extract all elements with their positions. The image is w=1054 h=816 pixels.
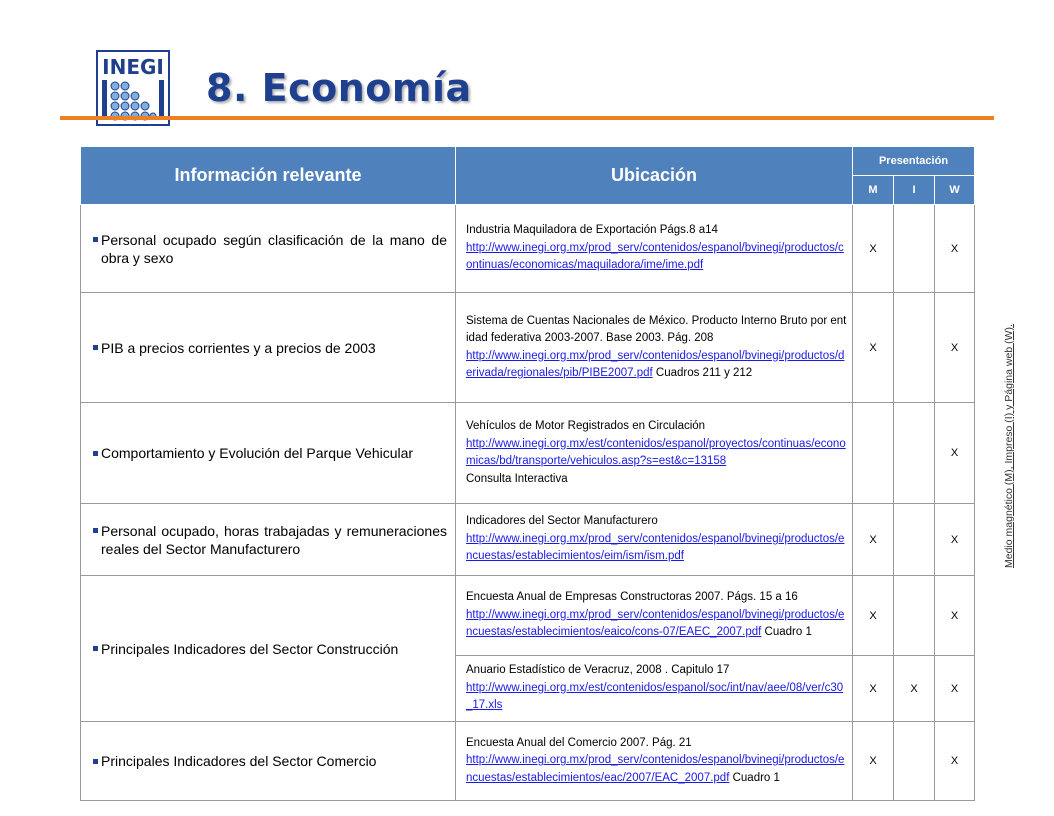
- mark-m: X: [853, 722, 894, 801]
- info-cell: Personal ocupado, horas trabajadas y remuneraciones reales del Sector Manufacturero: [81, 504, 456, 576]
- mark-m: [853, 403, 894, 504]
- location-cell: Encuesta Anual del Comercio 2007. Pág. 21 http://www.inegi.org.mx/prod_serv/contenidos/espanol/bvinegi/productos/encuestas/establecimientos/eac/2007/EAC_2007.pdf Cuadro 1: [456, 722, 853, 801]
- table-row: [81, 576, 975, 656]
- mark-i: [894, 504, 935, 576]
- header-presentation: Presentación: [853, 147, 975, 176]
- table-row: [81, 293, 975, 403]
- location-cell: Encuesta Anual de Empresas Constructoras 2007. Págs. 15 a 16 http://www.inegi.org.mx/prod_serv/contenidos/espanol/bvinegi/productos/encuestas/establecimientos/eaico/cons-07/EAEC_2007.pdf Cuadro 1: [456, 576, 853, 656]
- source-link[interactable]: http://www.inegi.org.mx/est/contenidos/espanol/soc/int/nav/aee/08/ver/c30_17.xls: [466, 681, 844, 712]
- location-cell: Sistema de Cuentas Nacionales de México. Producto Interno Bruto por entidad federativa 2003-2007. Base 2003. Pág. 208 http://www.inegi.org.mx/prod_serv/contenidos/espanol/bvinegi/productos/derivada/regionales/pib/PIBE2007.pdf Cuadros 211 y 212: [456, 293, 853, 403]
- mark-i: [894, 722, 935, 801]
- mark-m: X: [853, 576, 894, 656]
- mark-w: X: [935, 205, 975, 293]
- source-link[interactable]: http://www.inegi.org.mx/prod_serv/contenidos/espanol/bvinegi/productos/encuestas/establecimientos/eac/2007/EAC_2007.pdf: [466, 754, 845, 784]
- source-link[interactable]: http://www.inegi.org.mx/prod_serv/contenidos/espanol/bvinegi/productos/encuestas/establecimientos/eaico/cons-07/EAEC_2007.pdf: [466, 608, 845, 639]
- bullet-icon: [93, 237, 98, 242]
- mark-w: X: [935, 722, 975, 801]
- mark-m: X: [853, 504, 894, 576]
- location-cell: Indicadores del Sector Manufacturero http://www.inegi.org.mx/prod_serv/contenidos/espanol/bvinegi/productos/encuestas/establecimientos/eim/ism/ism.pdf: [456, 504, 853, 576]
- header-info: Información relevante: [81, 147, 456, 205]
- location-cell: Vehículos de Motor Registrados en Circulación http://www.inegi.org.mx/est/contenidos/espanol/proyectos/continuas/economicas/bd/transporte/vehiculos.asp?s=est&c=13158 Consulta Interactiva: [456, 403, 853, 504]
- bullet-icon: [93, 451, 98, 456]
- page-title: 8. Economía: [206, 66, 472, 110]
- table-row: [81, 205, 975, 293]
- mark-i: X: [894, 656, 935, 722]
- mark-w: X: [935, 504, 975, 576]
- mark-m: X: [853, 293, 894, 403]
- table-row: [81, 504, 975, 576]
- location-cell: Industria Maquiladora de Exportación Págs.8 a14 http://www.inegi.org.mx/prod_serv/contenidos/espanol/bvinegi/productos/continuas/economicas/maquiladora/ime/ime.pdf: [456, 205, 853, 293]
- source-link[interactable]: http://www.inegi.org.mx/prod_serv/contenidos/espanol/bvinegi/productos/encuestas/establecimientos/eim/ism/ism.pdf: [466, 532, 845, 563]
- mark-i: [894, 403, 935, 504]
- mark-w: X: [935, 656, 975, 722]
- mark-m: X: [853, 656, 894, 722]
- bullet-icon: [93, 345, 98, 350]
- inegi-logo: [96, 50, 170, 126]
- header-w: W: [935, 176, 975, 205]
- mark-i: [894, 293, 935, 403]
- header-i: I: [894, 176, 935, 205]
- info-cell: Comportamiento y Evolución del Parque Vehicular: [81, 403, 456, 504]
- mark-w: X: [935, 293, 975, 403]
- mark-m: X: [853, 205, 894, 293]
- title-rule: [60, 116, 994, 120]
- mark-i: [894, 205, 935, 293]
- location-cell: Anuario Estadístico de Veracruz, 2008 . Capitulo 17 http://www.inegi.org.mx/est/contenidos/espanol/soc/int/nav/aee/08/ver/c30_17.xls: [456, 656, 853, 722]
- source-link[interactable]: http://www.inegi.org.mx/prod_serv/contenidos/espanol/bvinegi/productos/continuas/economicas/maquiladora/ime/ime.pdf: [466, 241, 844, 272]
- source-link[interactable]: http://www.inegi.org.mx/prod_serv/contenidos/espanol/bvinegi/productos/derivada/regionales/pib/PIBE2007.pdf: [466, 349, 845, 379]
- mark-w: X: [935, 576, 975, 656]
- bullet-icon: [93, 528, 98, 533]
- header-location: Ubicación: [456, 147, 853, 205]
- info-cell: Principales Indicadores del Sector Construcción: [81, 576, 456, 722]
- economy-sources-table: [80, 146, 975, 801]
- mark-w: X: [935, 403, 975, 504]
- header-m: M: [853, 176, 894, 205]
- presentation-legend: Medio magnético (M), Impreso (I) y Página web (W).: [1003, 324, 1015, 568]
- table-row: [81, 722, 975, 801]
- info-cell: Personal ocupado según clasificación de la mano de obra y sexo: [81, 205, 456, 293]
- info-cell: PIB a precios corrientes y a precios de 2003: [81, 293, 456, 403]
- table-row: [81, 403, 975, 504]
- info-cell: Principales Indicadores del Sector Comercio: [81, 722, 456, 801]
- mark-i: [894, 576, 935, 656]
- bullet-icon: [93, 759, 98, 764]
- source-link[interactable]: http://www.inegi.org.mx/est/contenidos/espanol/proyectos/continuas/economicas/bd/transporte/vehiculos.asp?s=est&c=13158: [466, 437, 846, 467]
- bullet-icon: [93, 646, 98, 651]
- svg-text:INEGI: INEGI: [102, 55, 164, 79]
